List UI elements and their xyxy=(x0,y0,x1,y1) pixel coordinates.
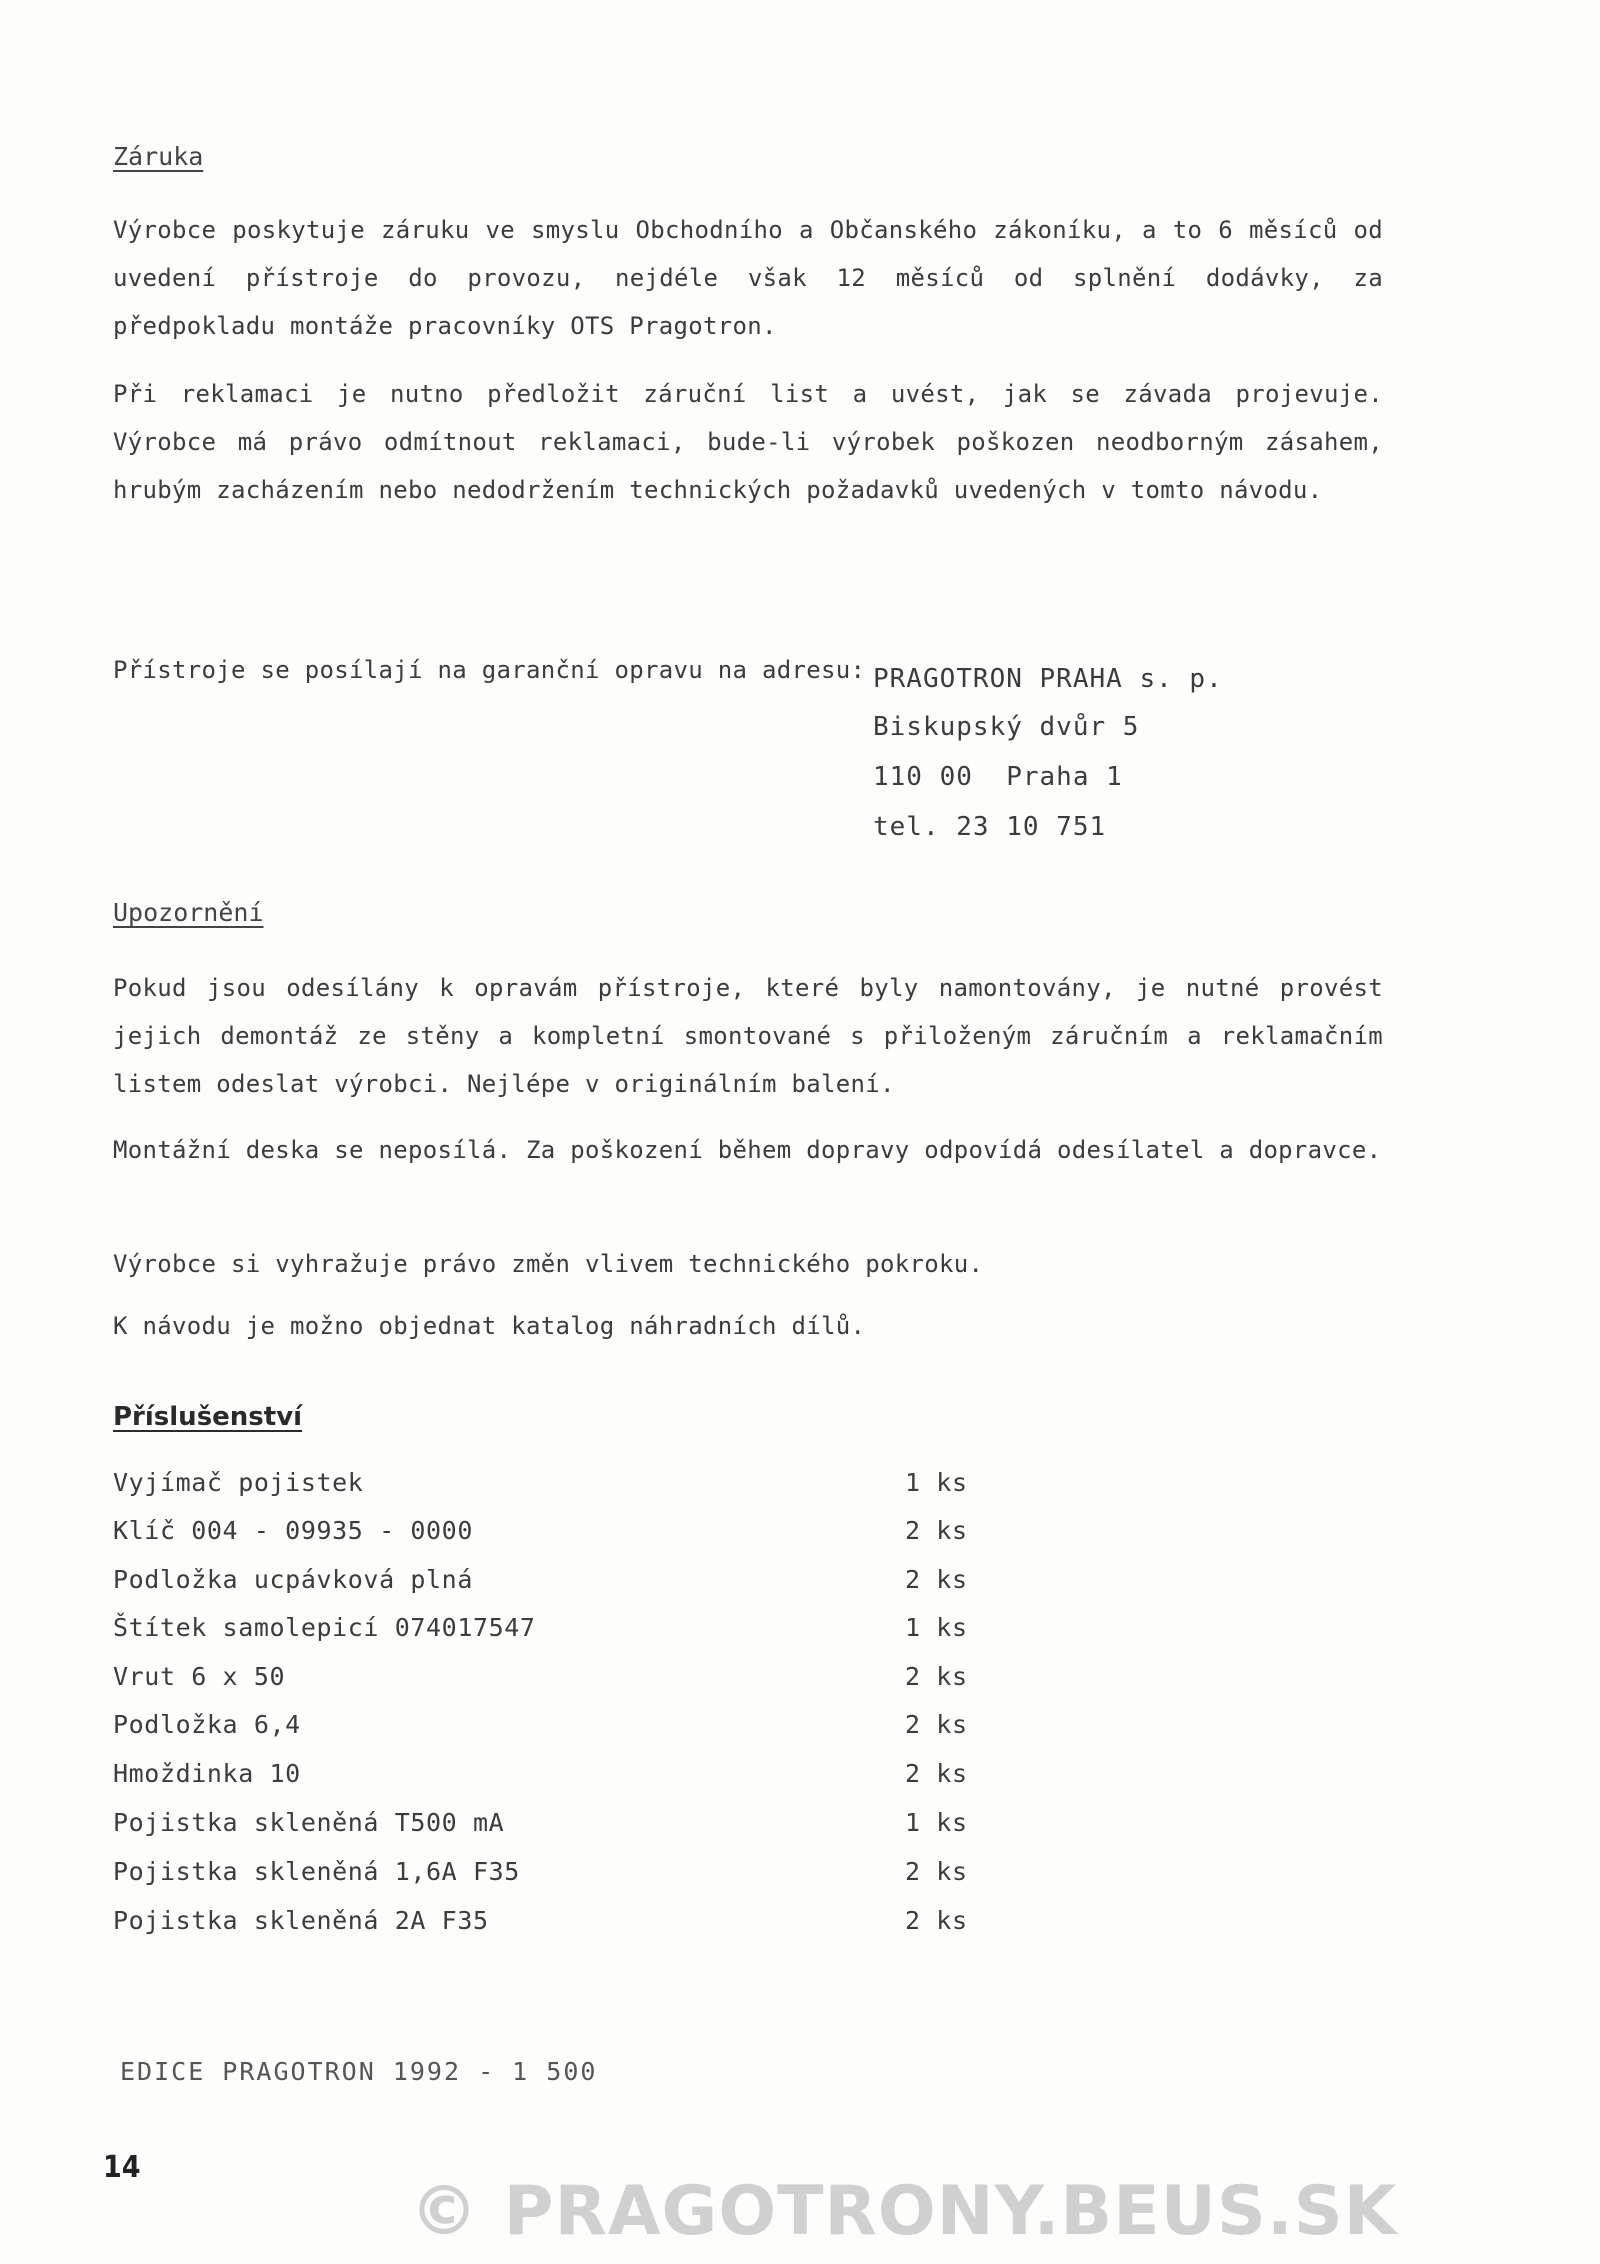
warranty-paragraph-1: Výrobce poskytuje záruku ve smyslu Obchodního a Občanského zákoníku, a to 6 měsíců od uvedení přístroje do provozu, nejdéle však 12 měsíců od splnění dodávky, za předpokladu montáže pracovníky OTS Pragotron. xyxy=(113,216,1383,340)
accessory-name: Vrut 6 x 50 xyxy=(113,1662,286,1691)
accessory-name: Podložka ucpávková plná xyxy=(113,1565,473,1594)
accessory-quantity: 1 ks xyxy=(905,1613,968,1642)
list-item xyxy=(113,1662,973,1710)
list-item xyxy=(113,1906,973,1954)
list-item xyxy=(113,1759,973,1807)
list-item xyxy=(113,1808,973,1856)
accessory-name: Pojistka skleněná T500 mA xyxy=(113,1808,505,1837)
accessory-name: Pojistka skleněná 2A F35 xyxy=(113,1906,489,1935)
watermark: © PRAGOTRONY.BEUS.SK xyxy=(410,2172,1398,2251)
address-line-company: PRAGOTRON PRAHA s. p. xyxy=(873,664,1223,694)
address-line-street: Biskupský dvůr 5 xyxy=(873,712,1140,742)
page-number: 14 xyxy=(103,2150,141,2185)
accessory-quantity: 2 ks xyxy=(905,1710,968,1739)
list-item xyxy=(113,1565,973,1613)
accessory-quantity: 2 ks xyxy=(905,1662,968,1691)
accessory-name: Pojistka skleněná 1,6A F35 xyxy=(113,1857,520,1886)
accessory-quantity: 2 ks xyxy=(905,1759,968,1788)
accessory-quantity: 2 ks xyxy=(905,1516,968,1545)
warranty-paragraph-2: Při reklamaci je nutno předložit záruční list a uvést, jak se závada projevuje. Výrobce má právo odmítnout reklamaci, bude-li výrobek poškozen neodborným zásahem, hrubým zacházením nebo nedodržením technických požadavků uvedených v tomto návodu. xyxy=(113,380,1383,504)
edition-note: EDICE PRAGOTRON 1992 - 1 500 xyxy=(120,2057,598,2086)
accessory-name: Podložka 6,4 xyxy=(113,1710,301,1739)
notice-paragraph-1: Pokud jsou odesílány k opravám přístroje, které byly namontovány, je nutné provést jejich demontáž ze stěny a kompletní smontované s přiloženým záručním a reklamačním listem odeslat výrobci. Nejlépe v originálním balení. xyxy=(113,974,1383,1098)
accessories-heading: Příslušenství xyxy=(113,1402,303,1432)
address-intro: Přístroje se posílají na garanční opravu na adresu: xyxy=(113,656,866,684)
list-item xyxy=(113,1857,973,1905)
accessory-name: Štítek samolepicí 074017547 xyxy=(113,1613,536,1642)
accessory-name: Klíč 004 - 09935 - 0000 xyxy=(113,1516,473,1545)
notice-paragraph-2: Montážní deska se neposílá. Za poškození během dopravy odpovídá odesílatel a dopravce. xyxy=(113,1136,1382,1164)
address-line-phone: tel. 23 10 751 xyxy=(873,812,1107,842)
accessory-name: Hmoždinka 10 xyxy=(113,1759,301,1788)
address-line-city: 110 00 Praha 1 xyxy=(873,762,1123,792)
warranty-heading: Záruka xyxy=(113,142,204,171)
notice-paragraph-4: K návodu je možno objednat katalog náhradních dílů. xyxy=(113,1312,866,1340)
accessory-quantity: 2 ks xyxy=(905,1857,968,1886)
accessory-quantity: 2 ks xyxy=(905,1906,968,1935)
accessory-quantity: 1 ks xyxy=(905,1808,968,1837)
notice-heading: Upozornění xyxy=(113,898,264,927)
accessory-name: Vyjímač pojistek xyxy=(113,1468,364,1497)
list-item xyxy=(113,1468,973,1516)
list-item xyxy=(113,1613,973,1661)
notice-paragraph-3: Výrobce si vyhražuje právo změn vlivem technického pokroku. xyxy=(113,1250,984,1278)
accessory-quantity: 1 ks xyxy=(905,1468,968,1497)
accessory-quantity: 2 ks xyxy=(905,1565,968,1594)
list-item xyxy=(113,1710,973,1758)
list-item xyxy=(113,1516,973,1564)
